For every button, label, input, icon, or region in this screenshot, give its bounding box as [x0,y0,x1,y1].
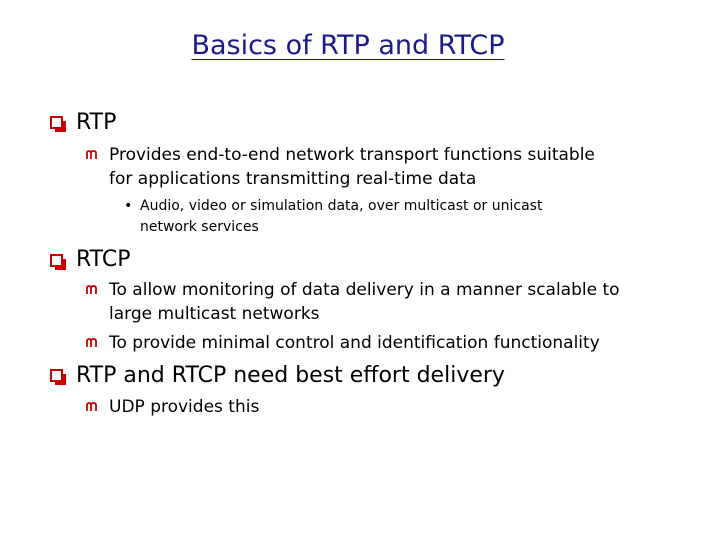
swirl-bullet-icon [86,285,97,295]
swirl-bullet-icon [86,150,97,160]
rtp-detail-line2: network services [140,219,259,235]
square-bullet-icon [50,254,63,267]
swirl-bullet-icon [86,338,97,348]
slide-title: Basics of RTP and RTCP [191,30,505,61]
dot-bullet-icon: • [124,198,133,214]
rtp-detail-line1: Audio, video or simulation data, over multicast or unicast [140,198,543,214]
rtcp-subitem-1-line2: large multicast networks [109,304,320,324]
bullet-rtp: RTP [76,110,117,135]
rtp-subitem-1-line2: for applications transmitting real-time data [109,169,477,189]
square-bullet-icon [50,116,63,129]
swirl-bullet-icon [86,402,97,412]
rtcp-subitem-1-line1: To allow monitoring of data delivery in a manner scalable to [109,280,620,300]
best-effort-subitem-1: UDP provides this [109,397,260,417]
square-bullet-icon [50,369,63,382]
bullet-rtcp: RTCP [76,247,131,272]
rtp-subitem-1-line1: Provides end-to-end network transport functions suitable [109,145,595,165]
bullet-best-effort: RTP and RTCP need best effort delivery [76,363,505,388]
rtcp-subitem-2-line1: To provide minimal control and identification functionality [109,333,600,353]
